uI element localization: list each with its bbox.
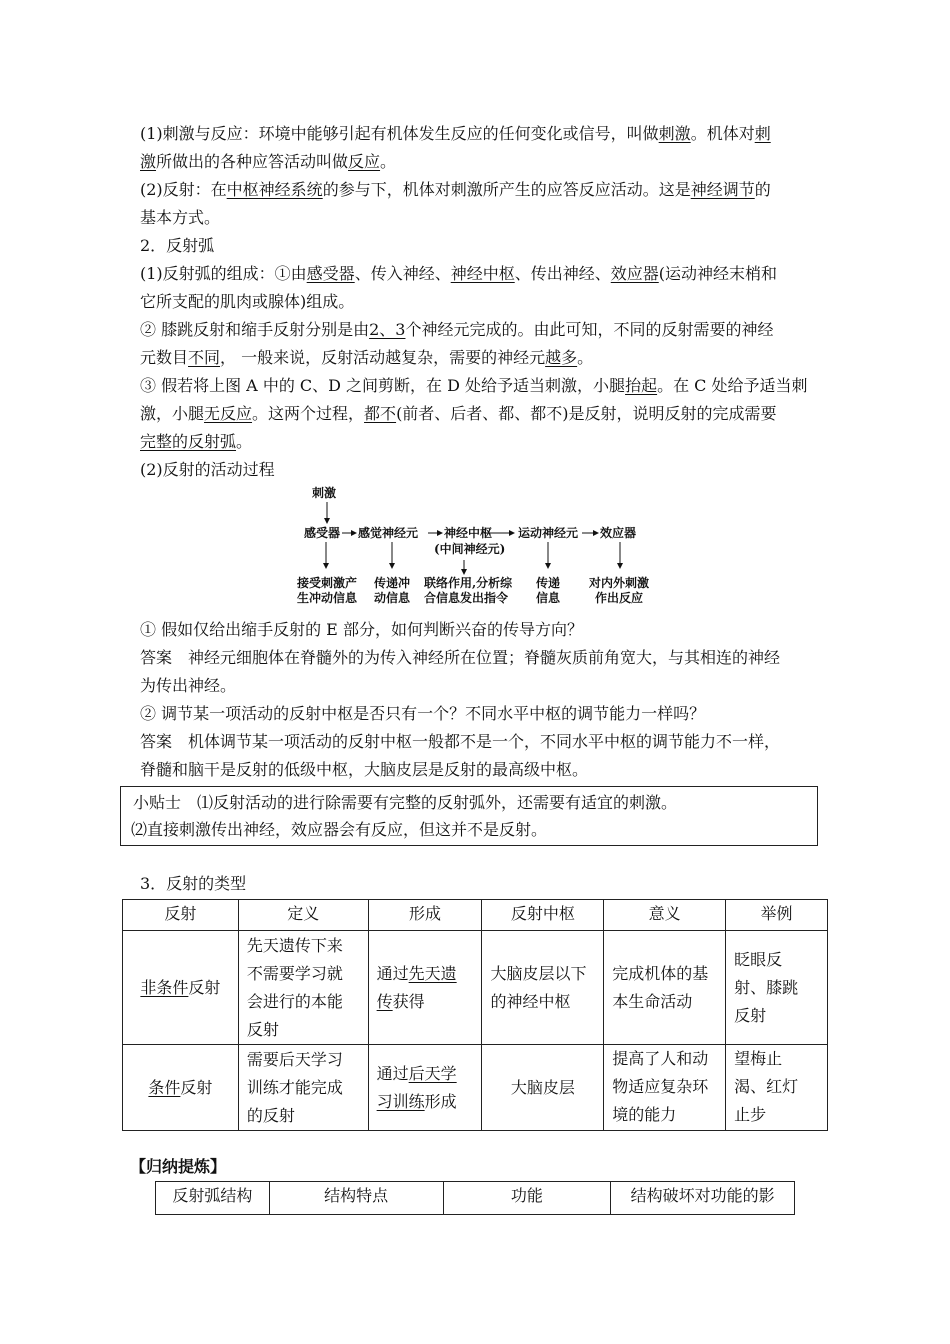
- text: 的: [754, 180, 771, 199]
- text: 反射: [180, 1077, 213, 1097]
- text: 。这两个过程，: [252, 404, 365, 423]
- underlined-answer: 2、3: [369, 320, 406, 339]
- column-header: 结构特点: [269, 1182, 443, 1215]
- paragraph-line: [140, 400, 812, 428]
- text: 射、膝跳: [734, 977, 799, 997]
- answer-line: 为传出神经。: [140, 676, 237, 695]
- text: 本生命活动: [612, 991, 693, 1011]
- text: 境的能力: [612, 1105, 677, 1124]
- column-header: 功能: [443, 1182, 611, 1215]
- table-header-row: [156, 1182, 795, 1215]
- text: (1)反射弧的组成：①由: [140, 264, 307, 283]
- column-header: 举例: [726, 900, 828, 931]
- column-header: 反射: [123, 900, 239, 931]
- table-cell: [123, 931, 239, 1045]
- text: 激，小腿: [140, 404, 205, 423]
- question: ① 假如仅给出缩手反射的 E 部分，如何判断兴奋的传导方向？: [140, 620, 583, 639]
- column-header: 反射弧结构: [156, 1182, 270, 1215]
- tip-line: ⑵直接刺激传出神经，效应器会有反应，但这并不是反射。: [131, 820, 548, 839]
- text: 对内外刺激: [588, 576, 649, 590]
- text: 接受刺激产: [296, 576, 357, 590]
- paragraph-line: [140, 120, 812, 148]
- answer-line: 答案 机体调节某一项活动的反射中枢一般都不是一个，不同水平中枢的调节能力不一样，: [140, 732, 781, 751]
- underlined-answer: 激: [140, 152, 157, 171]
- underlined-answer: 无反应: [204, 404, 253, 423]
- flow-desc-center: [424, 576, 513, 606]
- text: 。: [236, 432, 253, 451]
- text: (2)反射：在: [140, 180, 227, 199]
- text: 完成机体的基: [612, 963, 709, 983]
- text: 。: [577, 348, 594, 367]
- text: 训练才能完成: [246, 1077, 343, 1097]
- answer-line: 脊髓和脑干是反射的低级中枢，大脑皮层是反射的最高级中枢。: [140, 760, 589, 779]
- column-header: 意义: [604, 900, 726, 931]
- flow-desc-sensory: [372, 576, 412, 606]
- text: ③ 假若将上图 A 中的 C、D 之间剪断，在 D 处给予适当刺激，小腿: [140, 376, 626, 395]
- flow-receptor: 感受器: [304, 526, 341, 540]
- text: 传递冲: [373, 576, 410, 590]
- underlined-answer: 神经中枢: [450, 264, 515, 283]
- underlined-answer: 感受器: [306, 264, 355, 283]
- paragraph-line: 基本方式。: [140, 208, 221, 227]
- text: (运动神经末梢和: [658, 264, 777, 283]
- text: 止步: [734, 1105, 767, 1124]
- reflex-flow-diagram: [296, 484, 656, 614]
- text: 的参与下，机体对刺激所产生的应答反应活动。这是: [322, 180, 691, 199]
- text: 作出反应: [594, 591, 643, 605]
- text: 望梅止: [734, 1049, 783, 1068]
- text: 先天遗传下来: [246, 935, 343, 955]
- text: (前者、后者、都、都不)是反射，说明反射的完成需要: [396, 404, 777, 423]
- paragraph-line: 它所支配的肌肉或腺体)组成。: [140, 292, 355, 311]
- reflex-types-table: [122, 899, 828, 1131]
- tip-line: 小贴士 ⑴反射活动的进行除需要有完整的反射弧外，还需要有适宜的刺激。: [133, 793, 678, 812]
- text: 物适应复杂环: [612, 1077, 709, 1096]
- table-cell: [726, 1045, 828, 1131]
- table-row: [123, 931, 828, 1045]
- summary-title: 【归纳提炼】: [130, 1157, 227, 1176]
- text: 不需要学习就: [246, 963, 343, 983]
- table-header-row: [123, 900, 828, 931]
- text: 。机体对: [690, 124, 755, 143]
- underlined-answer: 条件: [148, 1077, 181, 1097]
- text: 所做出的各种应答活动叫做: [156, 152, 349, 171]
- text: ， 一般来说，反射活动越复杂，需要的神经元: [220, 348, 546, 367]
- flow-effector: 效应器: [600, 526, 637, 540]
- answer-line: 答案 神经元细胞体在脊髓外的为传入神经所在位置；脊髓灰质前角宽大，与其相连的神经: [140, 648, 781, 667]
- paragraph-line: [140, 260, 812, 288]
- paragraph-line: [140, 428, 812, 456]
- underlined-answer: 先天遗: [408, 963, 457, 983]
- underlined-answer: 神经调节: [690, 180, 755, 199]
- text: 传递: [535, 576, 560, 590]
- table-cell: [482, 931, 604, 1045]
- text: 大脑皮层以下: [490, 963, 587, 983]
- text: 、传出神经、: [514, 264, 611, 283]
- section-heading: 2．反射弧: [140, 236, 215, 255]
- text: 。在 C 处给予适当刺: [657, 376, 808, 395]
- text: 。: [380, 152, 397, 171]
- tip-box: [120, 786, 818, 846]
- underlined-answer: 都不: [364, 404, 397, 423]
- underlined-answer: 越多: [545, 348, 578, 367]
- text: 会进行的本能: [246, 991, 343, 1011]
- text: 眨眼反: [734, 949, 783, 969]
- text: 生冲动信息: [296, 591, 357, 605]
- table-cell: [368, 931, 482, 1045]
- summary-table: [155, 1181, 795, 1215]
- table-cell: [238, 931, 368, 1045]
- text: ② 膝跳反射和缩手反射分别是由: [140, 320, 370, 339]
- text: 反射: [734, 1005, 767, 1025]
- underlined-answer: 非条件: [140, 977, 189, 997]
- text: 动信息: [373, 591, 410, 605]
- flow-sensory-neuron: 感觉神经元: [358, 526, 419, 540]
- flow-stimulus: 刺激: [312, 486, 337, 500]
- text: 反射: [246, 1019, 279, 1039]
- underlined-answer: 反应: [348, 152, 381, 171]
- table-cell: [368, 1045, 482, 1131]
- text: (1)刺激与反应：环境中能够引起有机体发生反应的任何变化或信号，叫做: [140, 124, 659, 143]
- underlined-answer: 抬起: [625, 376, 658, 395]
- text: 的反射: [246, 1105, 295, 1125]
- paragraph-line: [140, 344, 812, 372]
- underlined-answer: 传: [376, 991, 393, 1011]
- paragraph-line: [140, 372, 812, 400]
- table-cell: [726, 931, 828, 1045]
- text: 获得: [392, 991, 425, 1011]
- text: 、传入神经、: [354, 264, 451, 283]
- underlined-answer: 效应器: [610, 264, 659, 283]
- table-cell: [604, 1045, 726, 1131]
- text: 需要后天学习: [246, 1049, 343, 1069]
- underlined-answer: 中枢神经系统: [226, 180, 323, 199]
- section-heading: 3．反射的类型: [140, 874, 247, 893]
- flow-nerve-center: 神经中枢: [444, 526, 493, 540]
- text: 的神经中枢: [490, 991, 571, 1011]
- paragraph-line: [140, 148, 812, 176]
- text: 合信息发出指令: [424, 591, 509, 605]
- flow-desc-receptor: [296, 576, 358, 606]
- underlined-answer: 完整的反射弧: [140, 432, 237, 451]
- paragraph-line: [140, 316, 812, 344]
- underlined-answer: 习训练: [376, 1091, 425, 1111]
- text: 反射: [188, 977, 221, 997]
- flow-desc-motor: [534, 576, 562, 606]
- text: 通过: [376, 963, 409, 983]
- text: 联络作用,分析综: [424, 576, 513, 590]
- flow-desc-effector: [586, 576, 652, 606]
- text: 通过: [376, 1063, 409, 1083]
- table-cell: [604, 931, 726, 1045]
- table-cell: [238, 1045, 368, 1131]
- table-cell: [123, 1045, 239, 1131]
- table-row: [123, 1045, 828, 1131]
- table-cell: [482, 1045, 604, 1131]
- paragraph-line: (2)反射的活动过程: [140, 460, 275, 479]
- column-header: 形成: [368, 900, 482, 931]
- flow-interneuron: (中间神经元): [434, 542, 506, 556]
- text: 渴、红灯: [734, 1077, 799, 1096]
- underlined-answer: 不同: [188, 348, 221, 367]
- text: 大脑皮层: [510, 1077, 575, 1097]
- flow-motor-neuron: 运动神经元: [518, 526, 579, 540]
- question: ② 调节某一项活动的反射中枢是否只有一个？不同水平中枢的调节能力一样吗？: [140, 704, 706, 723]
- paragraph-line: [140, 176, 812, 204]
- text: 形成: [424, 1091, 457, 1111]
- column-header: 定义: [238, 900, 368, 931]
- text: 提高了人和动: [612, 1049, 709, 1068]
- text: 元数目: [140, 348, 189, 367]
- underlined-answer: 后天学: [408, 1063, 457, 1083]
- underlined-answer: 刺激: [658, 124, 691, 143]
- column-header: 反射中枢: [482, 900, 604, 931]
- underlined-answer: 刺: [754, 124, 771, 143]
- column-header: 结构破坏对功能的影: [611, 1182, 795, 1215]
- text: 信息: [535, 591, 560, 605]
- text: 个神经元完成的。由此可知，不同的反射需要的神经: [405, 320, 774, 339]
